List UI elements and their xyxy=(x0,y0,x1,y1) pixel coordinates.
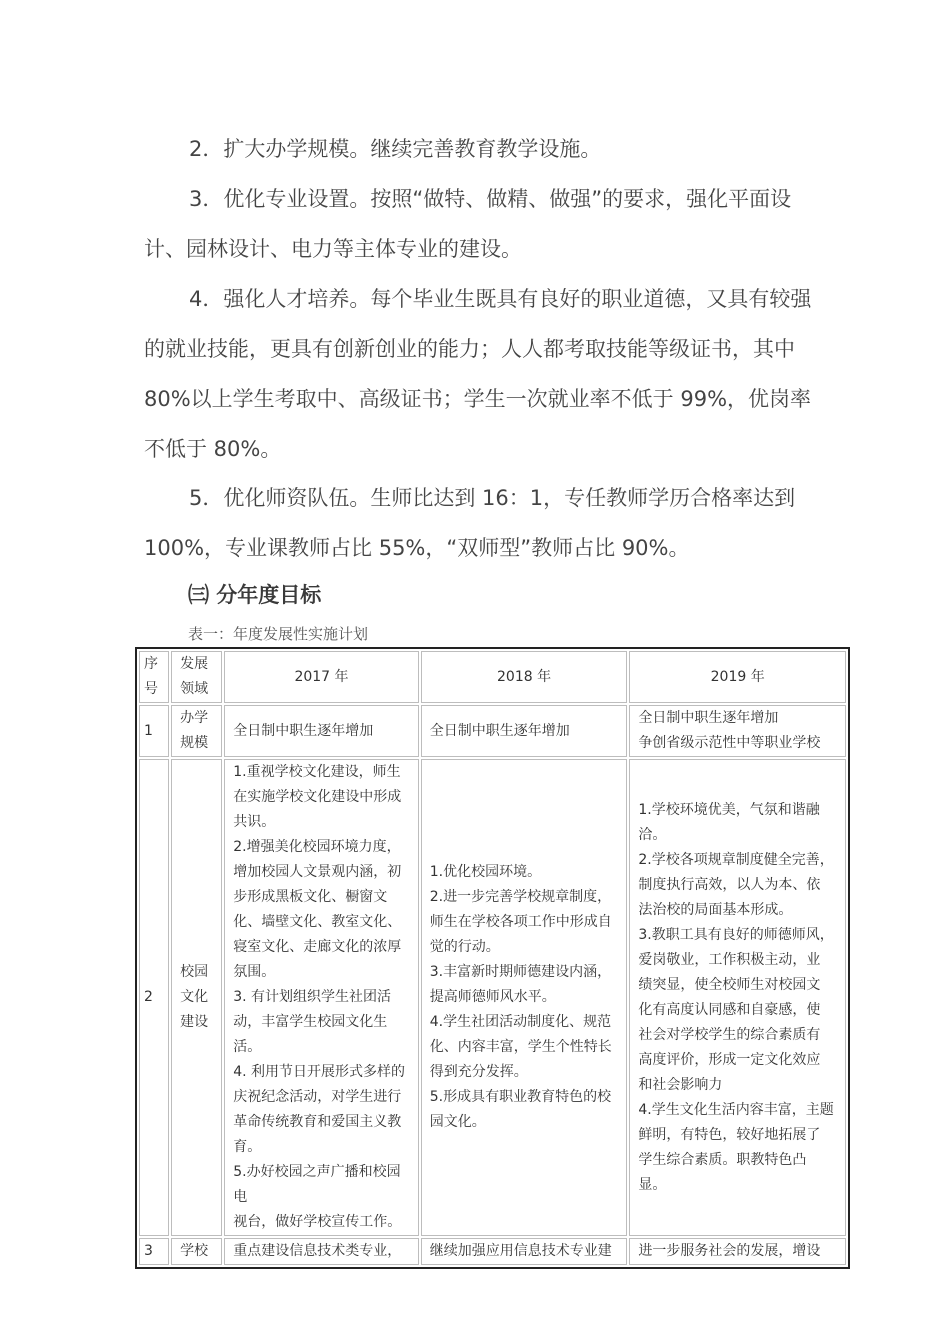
header-2019: 2019 年 xyxy=(629,651,846,703)
paragraph-teachers: 5．优化师资队伍。生师比达到 16：1，专任教师学历合格率达到 100%，专业课教师占比 55%，“双师型”教师占比 90%。 xyxy=(144,486,796,560)
annual-plan-table xyxy=(135,647,850,1269)
row-2017: 1.重视学校文化建设，师生 在实施学校文化建设中形成 共识。 2.增强美化校园环境力度， 增加校园人文景观内涵，初 步形成黑板文化、橱窗文 化、墙壁文化、教室文化、 寝室文化、走廊文化的浓厚 氛围。 3. 有计划组织学生社团活 动，丰富学生校园文化生活。 4. 利用节日开展形式多样的 庆祝纪念活动，对学生进行 革命传统教育和爱国主义教 育。 5.办好校园之声广播和校园电 视台，做好学校宣传工作。 xyxy=(224,759,419,1236)
row-num: 3 xyxy=(139,1238,169,1265)
row-area: 办学 规模 xyxy=(171,705,222,757)
header-2018: 2018 年 xyxy=(421,651,628,703)
row-2017: 全日制中职生逐年增加 xyxy=(224,705,419,757)
header-num: 序 号 xyxy=(139,651,169,703)
table-row xyxy=(139,705,846,757)
section-heading: ㈢ 分年度目标 xyxy=(188,583,322,607)
paragraph-scale: 2．扩大办学规模。继续完善教育教学设施。 xyxy=(189,137,602,161)
row-2019: 进一步服务社会的发展，增设 xyxy=(629,1238,846,1265)
row-2018: 1.优化校园环境。 2.进一步完善学校规章制度， 师生在学校各项工作中形成自 觉的行动。 3.丰富新时期师德建设内涵， 提高师德师风水平。 4.学生社团活动制度化、规范 化、内容丰富，学生个性特长 得到充分发挥。 5.形成具有职业教育特色的校 园文化。 xyxy=(421,759,628,1236)
table-row xyxy=(139,1238,846,1265)
table-caption: 表一：年度发展性实施计划 xyxy=(188,625,369,643)
table-header-row xyxy=(139,651,846,703)
row-2019: 全日制中职生逐年增加 争创省级示范性中等职业学校 xyxy=(629,705,846,757)
paragraph-talent: 4．强化人才培养。每个毕业生既具有良好的职业道德，又具有较强的就业技能，更具有创新创业的能力；人人都考取技能等级证书，其中 80%以上学生考取中、高级证书；学生一次就业率不低于 99%，优岗率不低于 80%。 xyxy=(144,287,812,461)
row-num: 2 xyxy=(139,759,169,1236)
row-2019: 1.学校环境优美，气氛和谐融 洽。 2.学校各项规章制度健全完善， 制度执行高效，以人为本、依 法治校的局面基本形成。 3.教职工具有良好的师德师风， 爱岗敬业，工作积极主动，业 绩突显，使全校师生对校园文 化有高度认同感和自豪感，使 社会对学校学生的综合素质有 高度评价，形成一定文化效应 和社会影响力 4.学生文化生活内容丰富，主题 鲜明，有特色，较好地拓展了 学生综合素质。职教特色凸 显。 xyxy=(629,759,846,1236)
paragraph-majors: 3．优化专业设置。按照“做特、做精、做强”的要求，强化平面设计、园林设计、电力等主体专业的建设。 xyxy=(144,187,792,261)
header-area: 发展 领域 xyxy=(171,651,222,703)
row-area: 校园 文化 建设 xyxy=(171,759,222,1236)
row-2018: 继续加强应用信息技术专业建 xyxy=(421,1238,628,1265)
row-2017: 重点建设信息技术类专业， xyxy=(224,1238,419,1265)
row-2018: 全日制中职生逐年增加 xyxy=(421,705,628,757)
row-num: 1 xyxy=(139,705,169,757)
header-2017: 2017 年 xyxy=(224,651,419,703)
table-row xyxy=(139,759,846,1236)
row-area: 学校 xyxy=(171,1238,222,1265)
